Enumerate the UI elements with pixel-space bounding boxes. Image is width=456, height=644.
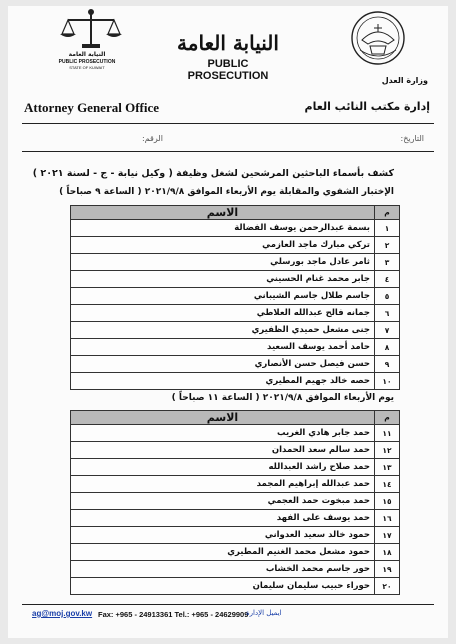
candidate-name: حسن فيصل حسن الأنصاري	[71, 356, 375, 373]
col-header-name: الاسم	[71, 206, 375, 220]
row-number: ٤	[375, 271, 400, 288]
row-number: ٦	[375, 305, 400, 322]
contact-numbers: Fax: +965 - 24913361 Tel.: +965 - 24629909	[98, 610, 249, 619]
left-logo-state: STATE OF KUWAIT	[69, 65, 105, 70]
table-header-row	[71, 411, 400, 425]
left-logo-english: PUBLIC PROSECUTION	[58, 59, 116, 65]
candidate-name: حصه خالد جهيم المطيري	[71, 373, 375, 390]
table-header-row	[71, 206, 400, 220]
table-row	[71, 322, 400, 339]
table-row	[71, 544, 400, 561]
candidates-table-1	[70, 205, 400, 390]
candidate-name: حمود خالد سعيد العدواني	[71, 527, 375, 544]
candidate-name: حور جاسم محمد الخشاب	[71, 561, 375, 578]
candidate-name: حوراء حبيب سليمان سليمان	[71, 578, 375, 595]
table-row	[71, 271, 400, 288]
row-number: ٣	[375, 254, 400, 271]
session1-title: الإختبار الشفوي والمقابلة يوم الأربعاء الموافق ٢٠٢١/٩/٨ ( الساعة ٩ صباحاً )	[59, 187, 394, 197]
candidate-name: حمد مبخوت حمد العجمي	[71, 493, 375, 510]
row-number: ٨	[375, 339, 400, 356]
logo-english-title: PUBLIC PROSECUTION	[187, 58, 269, 82]
document-page	[8, 6, 448, 638]
table-row	[71, 237, 400, 254]
table-row	[71, 425, 400, 442]
office-title-arabic: إدارة مكتب النائب العام	[304, 100, 430, 113]
meta-divider	[22, 151, 434, 152]
candidate-name: بسمة عبدالرحمن يوسف الفضالة	[71, 220, 375, 237]
candidates-table-2	[70, 410, 400, 595]
row-number: ٥	[375, 288, 400, 305]
row-number: ١٣	[375, 459, 400, 476]
candidate-name: حمد صلاح راشد العبدالله	[71, 459, 375, 476]
document-title: كشف بأسماء الباحثين المرشحين لشغل وظيفة ( وكيل نيابة - ج - لسنة ٢٠٢١ )	[32, 168, 394, 179]
left-logo-arabic: النيابة العامة	[68, 51, 106, 58]
session2-title: يوم الأربعاء الموافق ٢٠٢١/٩/٨ ( الساعة ١١ صباحاً )	[171, 393, 394, 403]
row-number: ١٦	[375, 510, 400, 527]
candidate-name: جاسم طلال جاسم الشيباني	[71, 288, 375, 305]
candidate-name: حمود مشعل محمد الغنيم المطيري	[71, 544, 375, 561]
table-row	[71, 578, 400, 595]
header-divider	[22, 123, 434, 124]
candidate-name: حامد أحمد يوسف السعيد	[71, 339, 375, 356]
row-number: ٧	[375, 322, 400, 339]
table-row	[71, 493, 400, 510]
table-row	[71, 442, 400, 459]
table-row	[71, 373, 400, 390]
row-number: ١٠	[375, 373, 400, 390]
table-row	[71, 220, 400, 237]
table-row	[71, 476, 400, 493]
email-label-arabic: ايميل الإدارة	[246, 609, 282, 617]
table-row	[71, 339, 400, 356]
table-row	[71, 356, 400, 373]
candidate-name: تركي مبارك ماجد العازمي	[71, 237, 375, 254]
candidate-name: جابر محمد غنام الحسيني	[71, 271, 375, 288]
row-number: ٩	[375, 356, 400, 373]
row-number: ٢	[375, 237, 400, 254]
candidate-name: جمانه فالح عبدالله العلاطي	[71, 305, 375, 322]
footer	[8, 604, 448, 638]
date-label: التاريخ:	[400, 134, 424, 143]
row-number: ١٩	[375, 561, 400, 578]
table-row	[71, 527, 400, 544]
row-number: ١٨	[375, 544, 400, 561]
office-title-english: Attorney General Office	[24, 100, 160, 115]
candidate-name: ثامر عادل ماجد بورسلي	[71, 254, 375, 271]
col-header-number: م	[375, 206, 400, 220]
col-header-name: الاسم	[71, 411, 375, 425]
email-link[interactable]: ag@moj.gov.kw	[32, 609, 93, 618]
table-row	[71, 510, 400, 527]
table-row	[71, 459, 400, 476]
row-number: ١٥	[375, 493, 400, 510]
col-header-number: م	[375, 411, 400, 425]
candidate-name: جنى مشعل حميدي الظفيري	[71, 322, 375, 339]
letterhead	[8, 6, 448, 115]
candidate-name: حمد يوسف على الفهد	[71, 510, 375, 527]
row-number: ١٤	[375, 476, 400, 493]
logo-arabic-title: النيابة العامة	[177, 31, 279, 55]
reference-label: الرقم:	[142, 134, 163, 143]
table-row	[71, 254, 400, 271]
row-number: ١	[375, 220, 400, 237]
candidate-name: حمد سالم سعد الحمدان	[71, 442, 375, 459]
table-row	[71, 561, 400, 578]
table-row	[71, 305, 400, 322]
row-number: ١١	[375, 425, 400, 442]
row-number: ١٢	[375, 442, 400, 459]
candidate-name: حمد عبدالله إبراهيم المجمد	[71, 476, 375, 493]
kuwait-emblem-icon	[348, 10, 408, 66]
ministry-label: وزارة العدل	[381, 76, 428, 85]
public-prosecution-logo	[168, 32, 288, 82]
table-row	[71, 288, 400, 305]
row-number: ١٧	[375, 527, 400, 544]
candidate-name: حمد جابر هادي الغريب	[71, 425, 375, 442]
row-number: ٢٠	[375, 578, 400, 595]
